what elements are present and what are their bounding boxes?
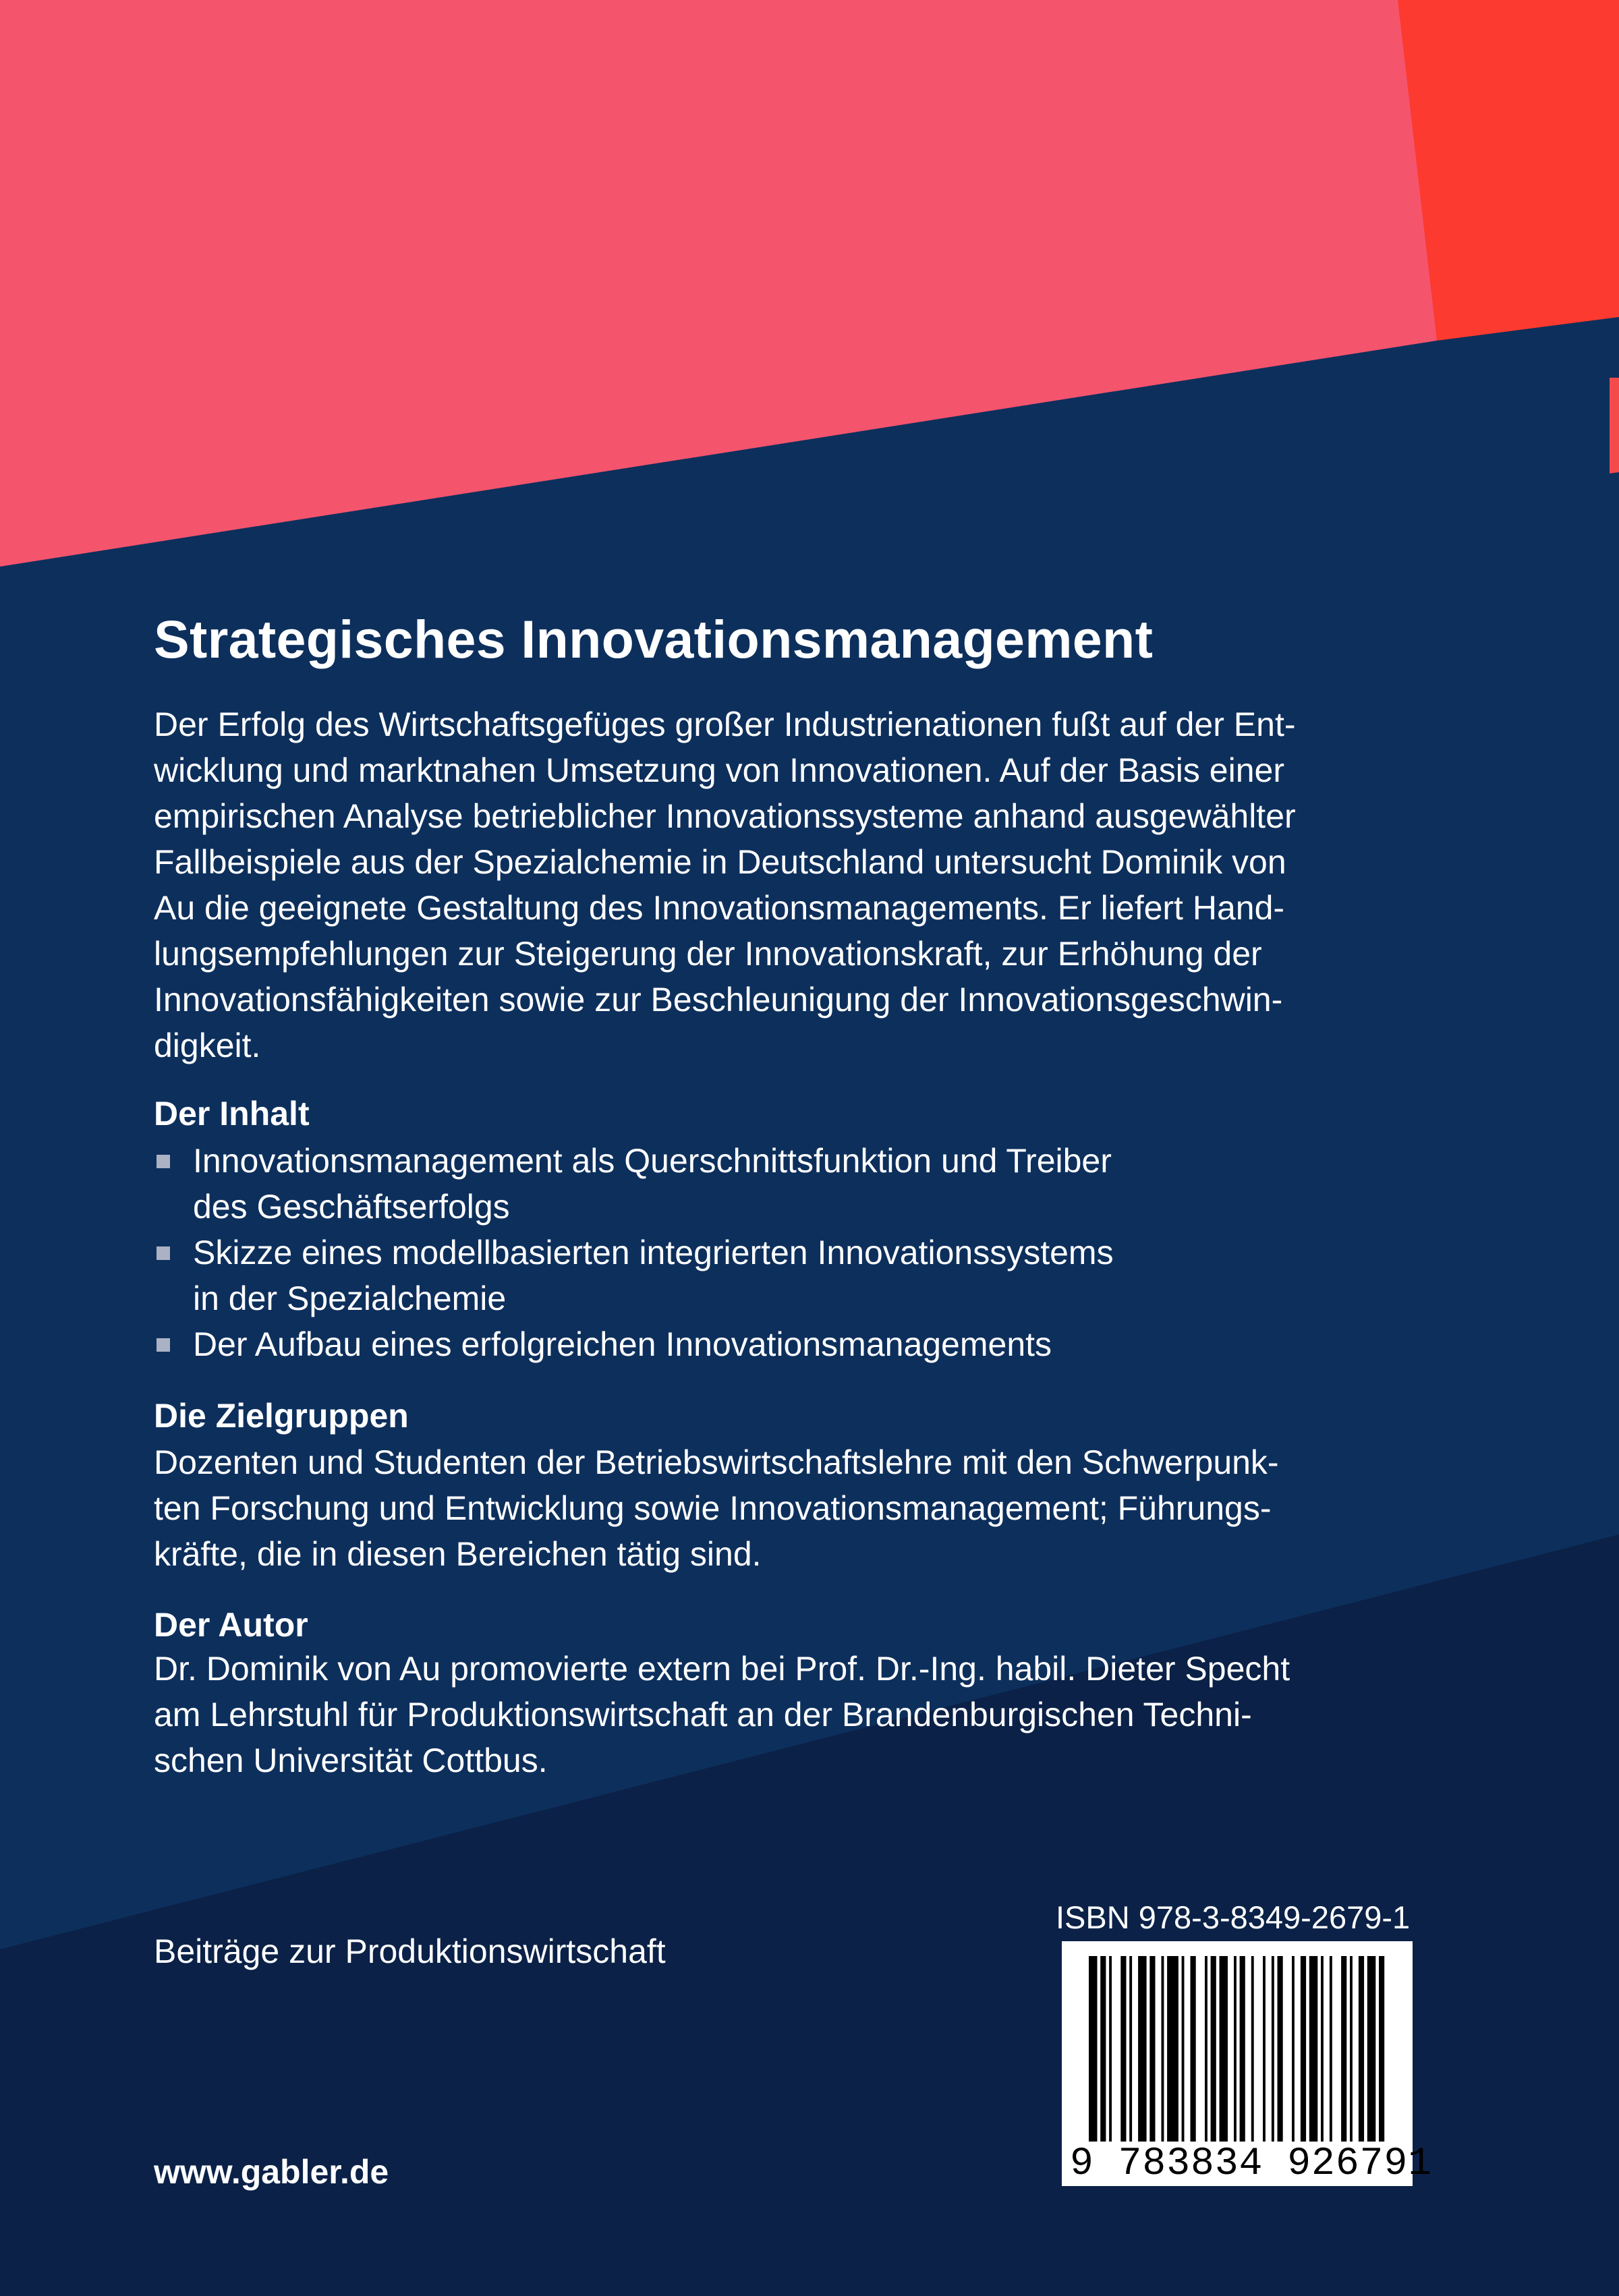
barcode-bar bbox=[1341, 1956, 1346, 2142]
list-item bbox=[154, 1138, 1439, 1230]
zielgruppen-heading: Die Zielgruppen bbox=[154, 1397, 409, 1435]
red-sliver bbox=[1610, 378, 1619, 473]
barcode-bar bbox=[1309, 1956, 1318, 2142]
intro-line: Fallbeispiele aus der Spezialchemie in Deutschland untersucht Dominik von bbox=[154, 843, 1286, 881]
autor-paragraph bbox=[154, 1646, 1439, 1783]
list-item-line: Skizze eines modellbasierten integrierten Innovationssystems bbox=[193, 1234, 1114, 1271]
barcode-bar bbox=[1191, 1956, 1196, 2142]
list-item bbox=[154, 1230, 1439, 1321]
inhalt-list bbox=[154, 1138, 1439, 1367]
autor-line: Dr. Dominik von Au promovierte extern bei Prof. Dr.-Ing. habil. Dieter Specht bbox=[154, 1650, 1290, 1688]
barcode-bar bbox=[1182, 1956, 1185, 2142]
barcode-bar bbox=[1379, 1956, 1384, 2142]
barcode-bar bbox=[1292, 1956, 1295, 2142]
zielgruppen-line: Dozenten und Studenten der Betriebswirtschaftslehre mit den Schwerpunk- bbox=[154, 1443, 1279, 1481]
barcode-bar bbox=[1240, 1956, 1245, 2142]
intro-line: Au die geeignete Gestaltung des Innovationsmanagements. Er liefert Hand- bbox=[154, 889, 1285, 927]
website-url: www.gabler.de bbox=[154, 2153, 389, 2191]
list-item-line: des Geschäftserfolgs bbox=[193, 1188, 510, 1226]
bullet-square-icon bbox=[157, 1338, 170, 1352]
intro-line: wicklung und marktnahen Umsetzung von Innovationen. Auf der Basis einer bbox=[154, 751, 1284, 789]
autor-line: schen Universität Cottbus. bbox=[154, 1742, 548, 1779]
intro-line: empirischen Analyse betrieblicher Innovationssysteme anhand ausgewählter bbox=[154, 797, 1296, 835]
list-item-line: Innovationsmanagement als Querschnittsfunktion und Treiber bbox=[193, 1142, 1112, 1180]
autor-line: am Lehrstuhl für Produktionswirtschaft an der Brandenburgischen Techni- bbox=[154, 1696, 1252, 1733]
bullet-square-icon bbox=[157, 1155, 170, 1168]
barcode-bar bbox=[1149, 1956, 1155, 2142]
intro-line: lungsempfehlungen zur Steigerung der Innovationskraft, zur Erhöhung der bbox=[154, 935, 1262, 973]
barcode-bar bbox=[1167, 1956, 1178, 2142]
series-name: Beiträge zur Produktionswirtschaft bbox=[154, 1932, 666, 1970]
list-item bbox=[154, 1321, 1439, 1367]
autor-heading: Der Autor bbox=[154, 1606, 308, 1644]
list-item-line: in der Spezialchemie bbox=[193, 1280, 507, 1317]
barcode-bar bbox=[1263, 1956, 1266, 2142]
barcode-bar bbox=[1278, 1956, 1283, 2142]
barcode-bar bbox=[1120, 1956, 1126, 2142]
barcode-bar bbox=[1234, 1956, 1237, 2142]
barcode-bar bbox=[1321, 1956, 1324, 2142]
barcode-bar bbox=[1272, 1956, 1274, 2142]
barcode-bar bbox=[1359, 1956, 1364, 2142]
intro-line: digkeit. bbox=[154, 1027, 261, 1064]
barcode-digits: 9 783834 926791 bbox=[1070, 2142, 1433, 2186]
barcode bbox=[1062, 1941, 1433, 2186]
barcode-bar bbox=[1109, 1956, 1112, 2142]
barcode-bar bbox=[1205, 1956, 1208, 2142]
inhalt-heading: Der Inhalt bbox=[154, 1095, 310, 1132]
book-title: Strategisches Innovationsmanagement bbox=[154, 609, 1154, 669]
barcode-bar bbox=[1129, 1956, 1132, 2142]
barcode-bar bbox=[1100, 1956, 1106, 2142]
barcode-bar bbox=[1089, 1956, 1098, 2142]
bullet-square-icon bbox=[157, 1246, 170, 1260]
barcode-bar bbox=[1350, 1956, 1353, 2142]
barcode-bar bbox=[1367, 1956, 1376, 2142]
barcode-bar bbox=[1251, 1956, 1254, 2142]
barcode-bar bbox=[1330, 1956, 1332, 2142]
barcode-bar bbox=[1162, 1956, 1164, 2142]
zielgruppen-line: ten Forschung und Entwicklung sowie Innovationsmanagement; Führungs- bbox=[154, 1489, 1272, 1527]
barcode-bar bbox=[1301, 1956, 1306, 2142]
list-item-line: Der Aufbau eines erfolgreichen Innovationsmanagements bbox=[193, 1325, 1052, 1363]
isbn-label: ISBN 978-3-8349-2679-1 bbox=[1056, 1899, 1411, 1935]
intro-line: Innovationsfähigkeiten sowie zur Beschleunigung der Innovationsgeschwin- bbox=[154, 981, 1283, 1018]
zielgruppen-line: kräfte, die in diesen Bereichen tätig sind. bbox=[154, 1535, 762, 1573]
intro-line: Der Erfolg des Wirtschaftsgefüges großer Industrienationen fußt auf der Ent- bbox=[154, 706, 1296, 743]
barcode-bar bbox=[1220, 1956, 1228, 2142]
zielgruppen-paragraph bbox=[154, 1439, 1439, 1577]
barcode-bar bbox=[1211, 1956, 1216, 2142]
intro-paragraph bbox=[154, 701, 1439, 1068]
barcode-bar bbox=[1138, 1956, 1147, 2142]
